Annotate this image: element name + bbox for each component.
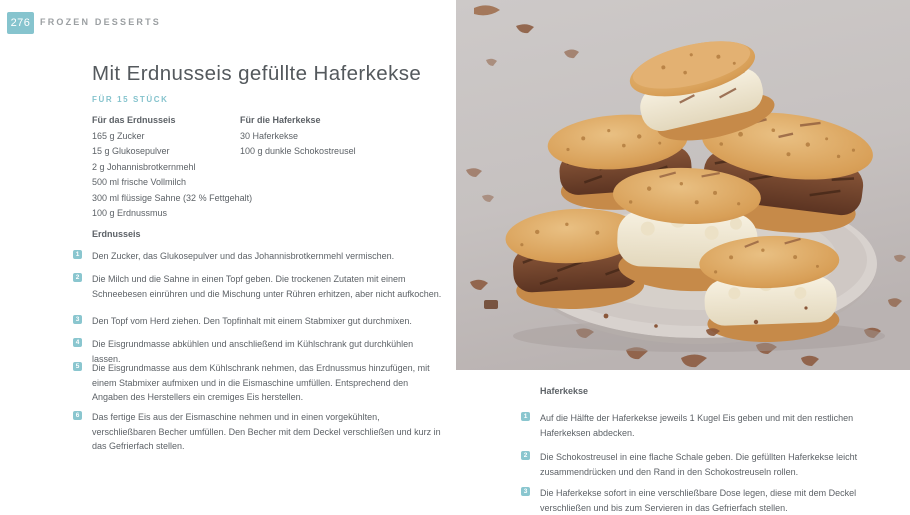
- step-number-badge: 5: [73, 362, 82, 371]
- ingredient-item: 165 g Zucker: [92, 130, 145, 141]
- ingredients-header: Für das Erdnusseis: [92, 115, 176, 125]
- step: [73, 272, 444, 301]
- step-text: Auf die Hälfte der Haferkekse jeweils 1 Kugel Eis geben und mit den restlichen Haferkeksen abdecken.: [540, 413, 854, 438]
- step-text: Die Schokostreusel in eine flache Schale geben. Die gefüllten Haferkekse leicht zusammendrücken und den Rand in den Schokostreuseln rollen.: [540, 452, 858, 477]
- ingredient-item: 100 g dunkle Schokostreusel: [240, 146, 356, 156]
- step: [521, 411, 880, 440]
- step-text: Den Zucker, das Glukosepulver und das Johannisbrotkernmehl vermischen.: [92, 251, 395, 261]
- step: [521, 450, 880, 479]
- step-number-badge: 1: [521, 412, 530, 421]
- ingredient-item: 300 ml flüssige Sahne (32 % Fettgehalt): [92, 192, 253, 203]
- yield-label: FÜR 15 STÜCK: [92, 95, 169, 104]
- ingredients-column-haferkekse: [240, 113, 356, 160]
- step-number-badge: 3: [521, 487, 530, 496]
- step-text: Die Haferkekse sofort in eine verschließbare Dose legen, diese mit dem Deckel verschließen und bis zum Servieren in das Gefrierfach stellen.: [540, 488, 857, 513]
- recipe-title: Mit Erdnusseis gefüllte Haferkekse: [92, 62, 422, 85]
- page-number: 276: [7, 12, 34, 34]
- step: [73, 410, 444, 454]
- ingredient-item: 500 ml frische Vollmilch: [92, 177, 187, 187]
- step: [73, 249, 444, 264]
- recipe-photo: [456, 0, 910, 370]
- step: [73, 361, 444, 405]
- section-heading-erdnusseis: Erdnusseis: [92, 229, 141, 239]
- step-number-badge: 2: [521, 451, 530, 460]
- ingredient-item: 2 g Johannisbrotkernmehl: [92, 161, 196, 172]
- section-heading-haferkekse: Haferkekse: [540, 386, 589, 396]
- step-number-badge: 3: [73, 315, 82, 324]
- step: [521, 486, 880, 515]
- step-number-badge: 2: [73, 273, 82, 282]
- ingredients-column-erdnusseis: [92, 113, 252, 222]
- ice-cream-sandwich: [698, 234, 842, 345]
- step-text: Die Eisgrundmasse aus dem Kühlschrank nehmen, das Erdnussmus hinzufügen, mit einem Stabmixer aufmixen und in die Eismaschine umfüllen. Entsprechend den Angaben des Herstellers ein cremiges Eis herstellen.: [92, 363, 430, 402]
- step-number-badge: 4: [73, 338, 82, 347]
- step-text: Die Eisgrundmasse abkühlen und anschließend im Kühlschrank gut durchkühlen lassen.: [92, 339, 414, 364]
- step-text: Den Topf vom Herd ziehen. Den Topfinhalt mit einem Stabmixer gut durchmixen.: [92, 316, 412, 326]
- chapter-title: FROZEN DESSERTS: [40, 17, 162, 27]
- step-number-badge: 1: [73, 250, 82, 259]
- step-number-badge: 6: [73, 411, 82, 420]
- ingredient-item: 15 g Glukosepulver: [92, 146, 170, 156]
- ingredients-header: Für die Haferkekse: [240, 115, 321, 125]
- ingredient-item: 100 g Erdnussmus: [92, 208, 168, 218]
- step-text: Die Milch und die Sahne in einen Topf geben. Die trockenen Zutaten mit einem Schneebesen einrühren und die Mischung unter Rühren erhitzen, aber nicht aufkochen.: [92, 274, 442, 299]
- step-text: Das fertige Eis aus der Eismaschine nehmen und in einen vorgekühlten, verschließbaren Becher umfüllen. Den Becher mit dem Deckel verschließen und kurz in das Gefrierfach stellen.: [92, 412, 441, 451]
- ingredient-item: 30 Haferkekse: [240, 130, 299, 141]
- step: [73, 314, 444, 329]
